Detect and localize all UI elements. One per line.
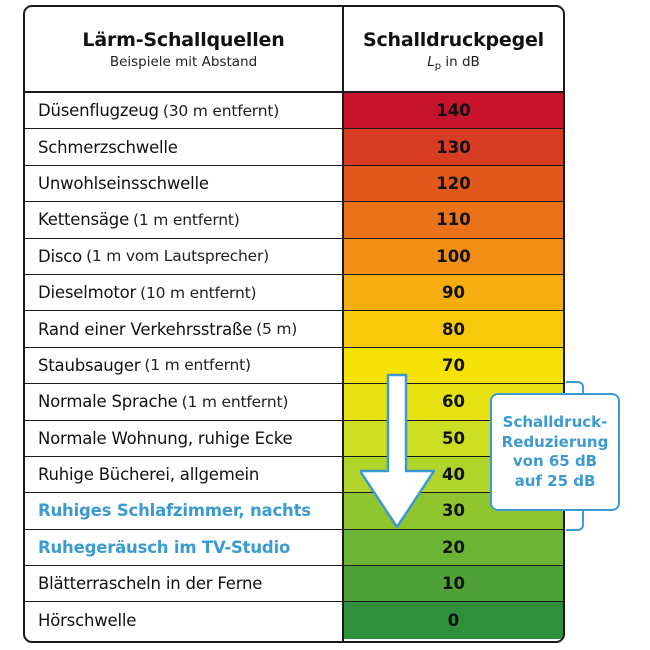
level-value-cell: 10 (344, 566, 563, 601)
table-row (25, 384, 563, 420)
source-label-cell (25, 566, 342, 601)
header-level (344, 7, 563, 91)
source-distance: (1 m entfernt) (144, 356, 251, 375)
table-row (25, 166, 563, 202)
table-row (25, 421, 563, 457)
level-value-cell: 100 (344, 239, 563, 274)
source-name: Ruhige Bücherei, allgemein (38, 465, 260, 485)
header-sources-title: Lärm-Schallquellen (82, 29, 285, 51)
level-value-cell: 20 (344, 530, 563, 565)
level-value-cell: 110 (344, 202, 563, 237)
table-row (25, 311, 563, 347)
source-name: Unwohlseinsschwelle (38, 173, 209, 193)
column-divider (342, 7, 344, 641)
callout-line: Reduzierung (501, 432, 609, 451)
level-value-cell: 140 (344, 93, 563, 128)
source-name: Staubsauger (38, 355, 141, 375)
source-name: Dieselmotor (38, 283, 137, 303)
source-label-cell (25, 93, 342, 128)
header-level-title: Schalldruckpegel (362, 29, 544, 51)
level-value-cell: 60 (344, 384, 563, 419)
table-row (25, 457, 563, 493)
table-row (25, 566, 563, 602)
level-value-cell: 120 (344, 166, 563, 201)
header-level-unit (344, 54, 563, 72)
source-label-cell (25, 493, 342, 528)
source-distance: (10 m entfernt) (140, 283, 257, 302)
source-name: Normale Wohnung, ruhige Ecke (38, 428, 293, 448)
header-sources-subtitle: Beispiele mit Abstand (109, 54, 258, 70)
level-value-cell: 130 (344, 129, 563, 164)
source-name: Ruhegeräusch im TV-Studio (38, 537, 291, 557)
level-value-cell: 0 (344, 602, 563, 638)
source-distance: (30 m entfernt) (162, 101, 280, 120)
source-name: Rand einer Verkehrsstraße (38, 319, 253, 339)
source-label-cell (25, 239, 342, 274)
unit-variable: L (427, 54, 435, 70)
table-header (25, 7, 563, 93)
source-name: Disco (38, 246, 83, 266)
down-arrow-icon (360, 373, 442, 533)
header-sources (25, 7, 342, 91)
source-label-cell (25, 421, 342, 456)
source-name: Schmerzschwelle (38, 137, 178, 157)
callout-line: Schalldruck- (502, 413, 608, 431)
source-label-cell (25, 275, 342, 310)
level-value-cell: 50 (344, 421, 563, 456)
source-label-cell (25, 129, 342, 164)
table-row (25, 493, 563, 529)
table-row (25, 602, 563, 638)
sound-level-table (23, 5, 565, 643)
source-name: Hörschwelle (38, 611, 137, 631)
level-value-cell: 80 (344, 311, 563, 346)
table-row (25, 93, 563, 129)
table-row (25, 275, 563, 311)
reduction-callout (490, 393, 620, 511)
unit-suffix: in dB (445, 54, 480, 70)
source-label-cell (25, 530, 342, 565)
source-name: Normale Sprache (38, 392, 178, 412)
source-distance: (1 m entfernt) (133, 210, 240, 229)
level-value-cell: 40 (344, 457, 563, 492)
table-row (25, 239, 563, 275)
source-label-cell (25, 166, 342, 201)
level-value-cell: 70 (344, 348, 563, 383)
source-label-cell (25, 311, 342, 346)
source-label-cell (25, 384, 342, 419)
source-distance: (1 m vom Lautsprecher) (86, 247, 270, 266)
table-row (25, 202, 563, 238)
source-label-cell (25, 202, 342, 237)
source-name: Ruhiges Schlafzimmer, nachts (38, 501, 311, 521)
table-body (25, 93, 563, 639)
callout-line: auf 25 dB (514, 471, 596, 490)
source-name: Blätterrascheln in der Ferne (38, 574, 263, 594)
source-distance: (1 m entfernt) (181, 392, 289, 411)
level-value-cell: 90 (344, 275, 563, 310)
level-value-cell: 30 (344, 493, 563, 528)
callout-line: von 65 dB (512, 452, 598, 470)
source-label-cell (25, 602, 342, 638)
table-row (25, 530, 563, 566)
source-name: Düsenflugzeug (38, 101, 159, 121)
source-label-cell (25, 348, 342, 383)
unit-subscript: p (434, 61, 442, 72)
table-row (25, 129, 563, 165)
source-distance: (5 m) (256, 320, 298, 339)
table-row (25, 348, 563, 384)
source-name: Kettensäge (38, 210, 130, 230)
source-label-cell (25, 457, 342, 492)
